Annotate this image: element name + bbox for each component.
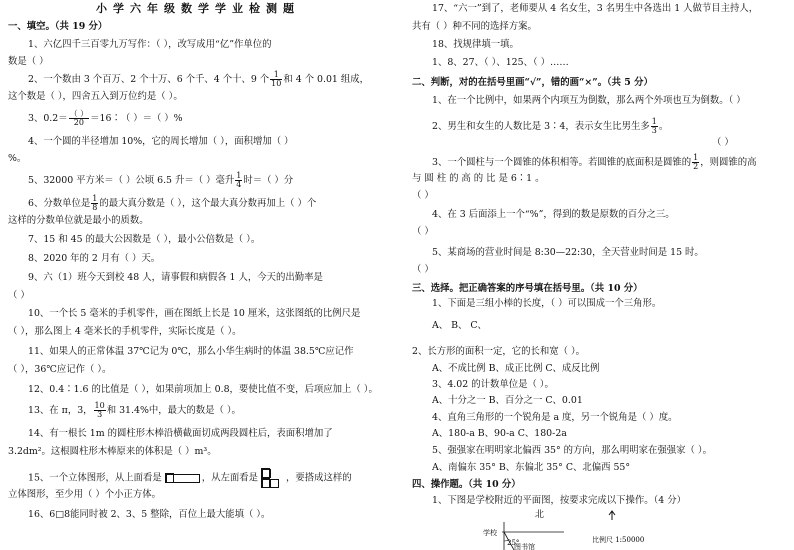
question-6-line-2: 这样的分数单位就是最小的质数。 [8, 215, 149, 226]
map-school-label: 学校 [483, 529, 497, 537]
top-view-icon [165, 473, 199, 483]
judge-3-paren: （ ） [412, 190, 434, 201]
judge-2-paren: （ ） [712, 137, 734, 148]
question-12: 12、0.4∶1.6 的比值是（ ），如果前项加上 0.8，要使比值不变，后项应加上（ ）。 [28, 384, 378, 395]
judge-5-paren: （ ） [412, 264, 434, 275]
choice-4: 4、直角三角形的一个锐角是 a 度，另一个锐角是（ ）度。 [432, 412, 678, 423]
choice-5-options: A、南偏东 35° B、东偏北 35° C、北偏西 55° [432, 462, 631, 473]
question-17-line-1: 17、“六一”到了，老师要从 4 名女生，3 名男生中各选出 1 人做节目主持人， [432, 3, 759, 14]
choice-3-options: A、十分之一 B、百分之一 C、0.01 [432, 395, 583, 406]
question-18-line-2: 1、8、27、（ ）、125、（ ）…… [432, 57, 569, 68]
fraction-1-10: $\frac{1}{10}$ [271, 70, 282, 88]
question-18-line-1: 18、找规律填一填。 [432, 39, 519, 50]
question-4-line-1: 4、一个圆的半径增加 10%，它的周长增加（ ），面积增加（ ） [28, 136, 294, 147]
section-1-heading: 一、填空。（共 19 分） [8, 21, 108, 32]
section-4-heading: 四、操作题。（共 10 分） [412, 479, 521, 490]
question-4-line-2: %。 [8, 153, 27, 164]
question-2-line-1: 2、一个数由 3 个百万、2 个十万、6 个千、4 个十、9 个 $\frac{1}{10}$ 和 4 个 0.01 组成， [28, 70, 369, 88]
choice-2-options: A、不成比例 B、成正比例 C、成反比例 [432, 363, 600, 374]
school-map-diagram [452, 508, 782, 550]
choice-1-options: A、 B、 C、 [432, 320, 487, 331]
fraction-1-4: $\frac{1}{4}$ [236, 171, 242, 189]
judge-3-line-1: 3、一个圆柱与一个圆锥的体积相等。若圆锥的底面积是圆锥的 $\frac{1}{2}$ ，则圆锥的高 [432, 153, 757, 171]
question-14-line-1: 14、有一根长 1m 的圆柱形木棒沿横截面切成两段圆柱后，表面积增加了 [28, 428, 333, 439]
fraction-1-2: $\frac{1}{2}$ [693, 153, 699, 171]
judge-3-line-2: 与 圆 柱 的 高 的 比 是 6∶1 。 [412, 173, 545, 184]
question-17-line-2: 共有（ ）种不同的选择方案。 [412, 21, 537, 32]
judge-5-line-1: 5、某商场的营业时间是 8:30—22:30，全天营业时间是 15 时。 [432, 247, 704, 258]
question-16: 16、6□8能同时被 2、3、5 整除，百位上最大能填（ ）。 [28, 509, 271, 520]
fraction-blank-20: $\frac{( )}{20}$ [69, 109, 89, 127]
map-library-label: 图书馆 [514, 543, 535, 550]
question-11-line-2: （ ），36℃应记作（ ）。 [8, 364, 112, 375]
question-13: 13、在 π，3， $\frac{10}{3}$ 和 31.4%中，最大的数是（ ）。 [28, 401, 241, 419]
choice-4-options: A、180-a B、90-a C、180-2a [432, 428, 567, 439]
question-8: 8、2020 年的 2 月有（ ）天。 [28, 253, 161, 264]
question-1-line-2: 数是（ ） [8, 56, 49, 67]
judge-4-line-1: 4、在 3 后面添上一个“%”，得到的数是原数的百分之三。 [432, 209, 675, 220]
choice-3: 3、4.02 的计数单位是（ ）。 [432, 379, 554, 390]
left-view-icon [261, 468, 283, 488]
question-7: 7、15 和 45 的最大公因数是（ ），最小公倍数是（ ）。 [28, 234, 261, 245]
judge-2: 2、男生和女生的人数比是 3∶4，表示女生比男生多 $\frac{1}{3}$ 。 [432, 117, 669, 135]
question-9-line-1: 9、六（1）班今天到校 48 人，请事假和病假各 1 人，今天的出勤率是 [28, 272, 323, 283]
section-3-heading: 三、选择。把正确答案的序号填在括号里。（共 10 分） [412, 283, 643, 294]
question-11-line-1: 11、如果人的正常体温 37℃记为 0℃，那么小华生病时的体温 38.5℃应记作 [28, 346, 354, 357]
question-6-line-1: 6、分数单位是 $\frac{1}{8}$ 的最大真分数是（ ），这个最大真分数再加上（ ）个 [28, 194, 317, 212]
choice-5: 5、强强家在明明家北偏西 35° 的方向，那么明明家在强强家（ ）。 [432, 445, 712, 456]
fraction-1-3: $\frac{1}{3}$ [651, 117, 657, 135]
question-15-line-2: 立体图形，至少用（ ）个小正方体。 [8, 489, 161, 500]
judge-1: 1、在一个比例中，如果两个内项互为倒数，那么两个外项也互为倒数。（ ） [432, 95, 746, 106]
section-2-heading: 二、判断，对的在括号里画“√”，错的画“×”。（共 5 分） [412, 77, 653, 88]
question-10-line-1: 10、一个长 5 毫米的手机零件，画在图纸上长是 10 厘米，这张图纸的比例尺是 [28, 308, 361, 319]
page-title: 小学六年级数学学业检测题 [96, 2, 300, 15]
operation-1: 1、下图是学校附近的平面图，按要求完成以下操作。（4 分） [432, 495, 686, 506]
judge-4-paren: （ ） [412, 226, 434, 237]
fraction-10-3: $\frac{10}{3}$ [94, 401, 105, 419]
choice-2: 2、长方形的面积一定，它的长和宽（ ）。 [412, 346, 586, 357]
question-1-line-1: 1、六亿四千三百零九万写作：（ ），改写成用“亿”作单位的 [28, 39, 272, 50]
question-3: 3、0.2＝ $\frac{( )}{20}$ ＝16∶（ ）＝（ ）% [28, 109, 183, 127]
map-north-label: 北 [535, 510, 545, 520]
question-9-line-2: （ ） [8, 290, 30, 301]
map-scale-label: 比例尺 1:50000 [592, 536, 645, 544]
question-2-line-2: 这个数是（ ），四舍五入到万位约是（ ）。 [8, 91, 183, 102]
choice-1: 1、下面是三组小棒的长度，（ ）可以围成一个三角形。 [432, 298, 662, 309]
map-angle-label: 25° [507, 539, 520, 547]
question-10-line-2: （ ），那么图上 4 毫米长的手机零件，实际长度是（ ）。 [8, 326, 242, 337]
question-14-line-2: 3.2dm²。这根圆柱形木棒原来的体积是（ ）m³。 [8, 446, 217, 457]
question-5: 5、32000 平方米＝（ ）公顷 6.5 升＝（ ）毫升 $\frac{1}{4}$ 时＝（ ）分 [28, 171, 294, 189]
question-15-line-1: 15、一个立体图形，从上面看是 ，从左面看是 ，要搭成这样的 [8, 468, 352, 488]
fraction-1-8: $\frac{1}{8}$ [92, 194, 98, 212]
